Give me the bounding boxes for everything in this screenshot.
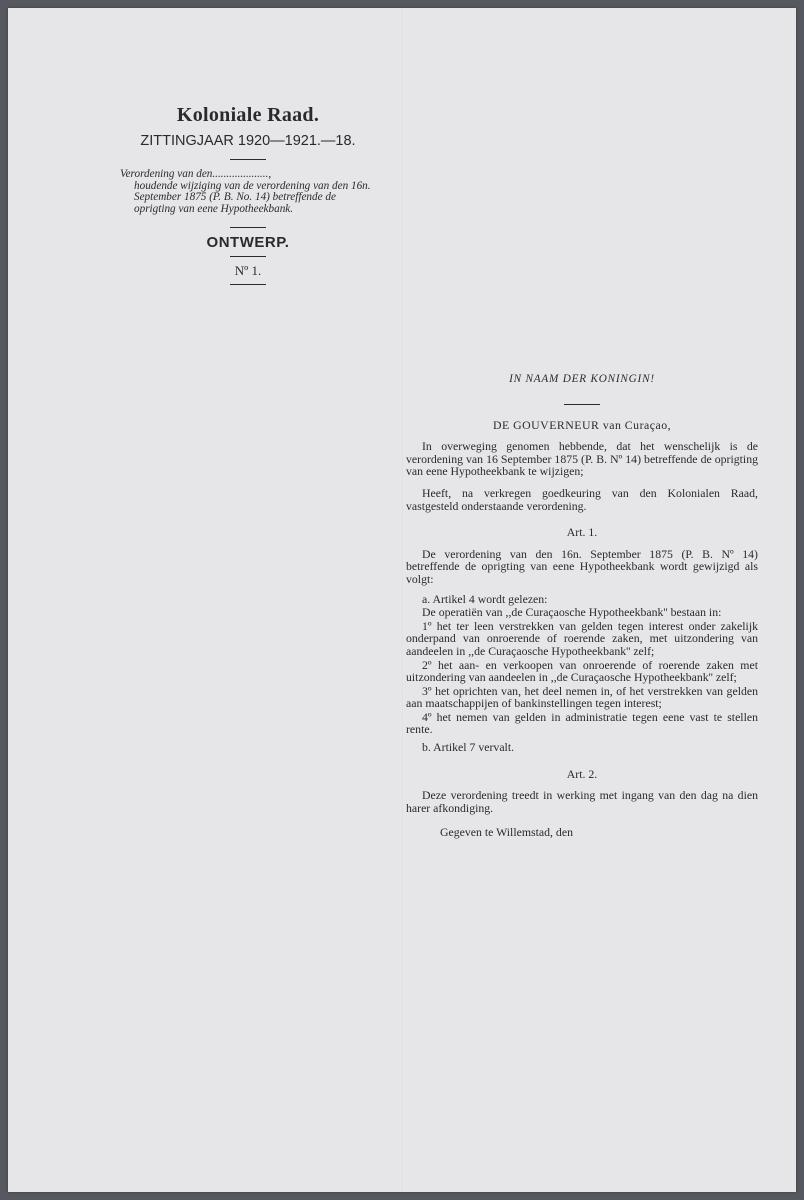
list-item: 3º het oprichten van, het deel nemen in, of het verstrekken van gelden aan maatschappijen of bankinstellingen tegen interest; bbox=[406, 683, 758, 711]
article-1-label: Art. 1. bbox=[566, 525, 598, 540]
ordinance-body bbox=[406, 373, 758, 839]
draft-label: ONTWERP. bbox=[206, 234, 290, 251]
article-1-a: a. Artikel 4 wordt gelezen: bbox=[422, 591, 548, 606]
governor-line: DE GOUVERNEUR van Curaçao, bbox=[492, 417, 672, 432]
divider bbox=[564, 404, 600, 405]
divider bbox=[230, 159, 266, 160]
document-header bbox=[118, 104, 378, 285]
article-1-b: b. Artikel 7 vervalt. bbox=[422, 740, 515, 755]
list-item: 1º het ter leen verstrekken van gelden tegen interest onder zakelijk onderpand van onroerende of roerende zaken, met uitzondering van aandeelen in ,,de Curaçaosche Hypotheekbank'' zelf; bbox=[406, 618, 758, 658]
document-page bbox=[8, 8, 796, 1192]
session-year: ZITTINGJAAR 1920—1921.—18. bbox=[140, 133, 356, 149]
subject-rest: houdende wijziging van de verordening van den 16n. September 1875 (P. B. No. 14) betreffende de oprigting van eene Hypotheekbank. bbox=[134, 179, 371, 215]
page-fold bbox=[402, 8, 404, 1192]
article-1-a-intro: De operatiën van ,,de Curaçaosche Hypotheekbank'' bestaan in: bbox=[422, 605, 722, 620]
divider bbox=[230, 284, 266, 285]
council-title: Koloniale Raad. bbox=[176, 104, 320, 126]
list-item: 4º het nemen van gelden in administratie tegen eene vast te stellen rente. bbox=[406, 709, 758, 737]
divider bbox=[230, 227, 266, 228]
closing-line: Gegeven te Willemstad, den bbox=[440, 825, 573, 840]
article-1-intro: De verordening van den 16n. September 1875 (P. B. Nº 14) betreffende de oprigting van eene Hypotheekbank wordt gewijzigd als volgt: bbox=[406, 546, 758, 586]
divider bbox=[230, 256, 266, 257]
enactment-paragraph: Heeft, na verkregen goedkeuring van den Kolonialen Raad, vastgesteld onderstaande verordening. bbox=[406, 485, 758, 513]
article-2-text: Deze verordening treedt in werking met ingang van den dag na dien harer afkondiging. bbox=[406, 788, 758, 815]
draft-number: Nº 1. bbox=[234, 263, 262, 278]
subject-first-line: Verordening van den...................., bbox=[120, 168, 272, 180]
article-2-label: Art. 2. bbox=[566, 766, 598, 781]
invocation: IN NAAM DER KONINGIN! bbox=[509, 373, 655, 385]
subject-description bbox=[120, 169, 378, 215]
list-item: 2º het aan- en verkoopen van onroerende of roerende zaken met uitzondering van aandeelen in ,,de Curaçaosche Hypotheekbank'' zelf; bbox=[406, 657, 758, 685]
consideration-paragraph: In overweging genomen hebbende, dat het wenschelijk is de verordening van 16 September 1875 (P. B. Nº 14) betreffende de oprigting van eene Hypotheekbank te wijzigen; bbox=[406, 439, 758, 479]
